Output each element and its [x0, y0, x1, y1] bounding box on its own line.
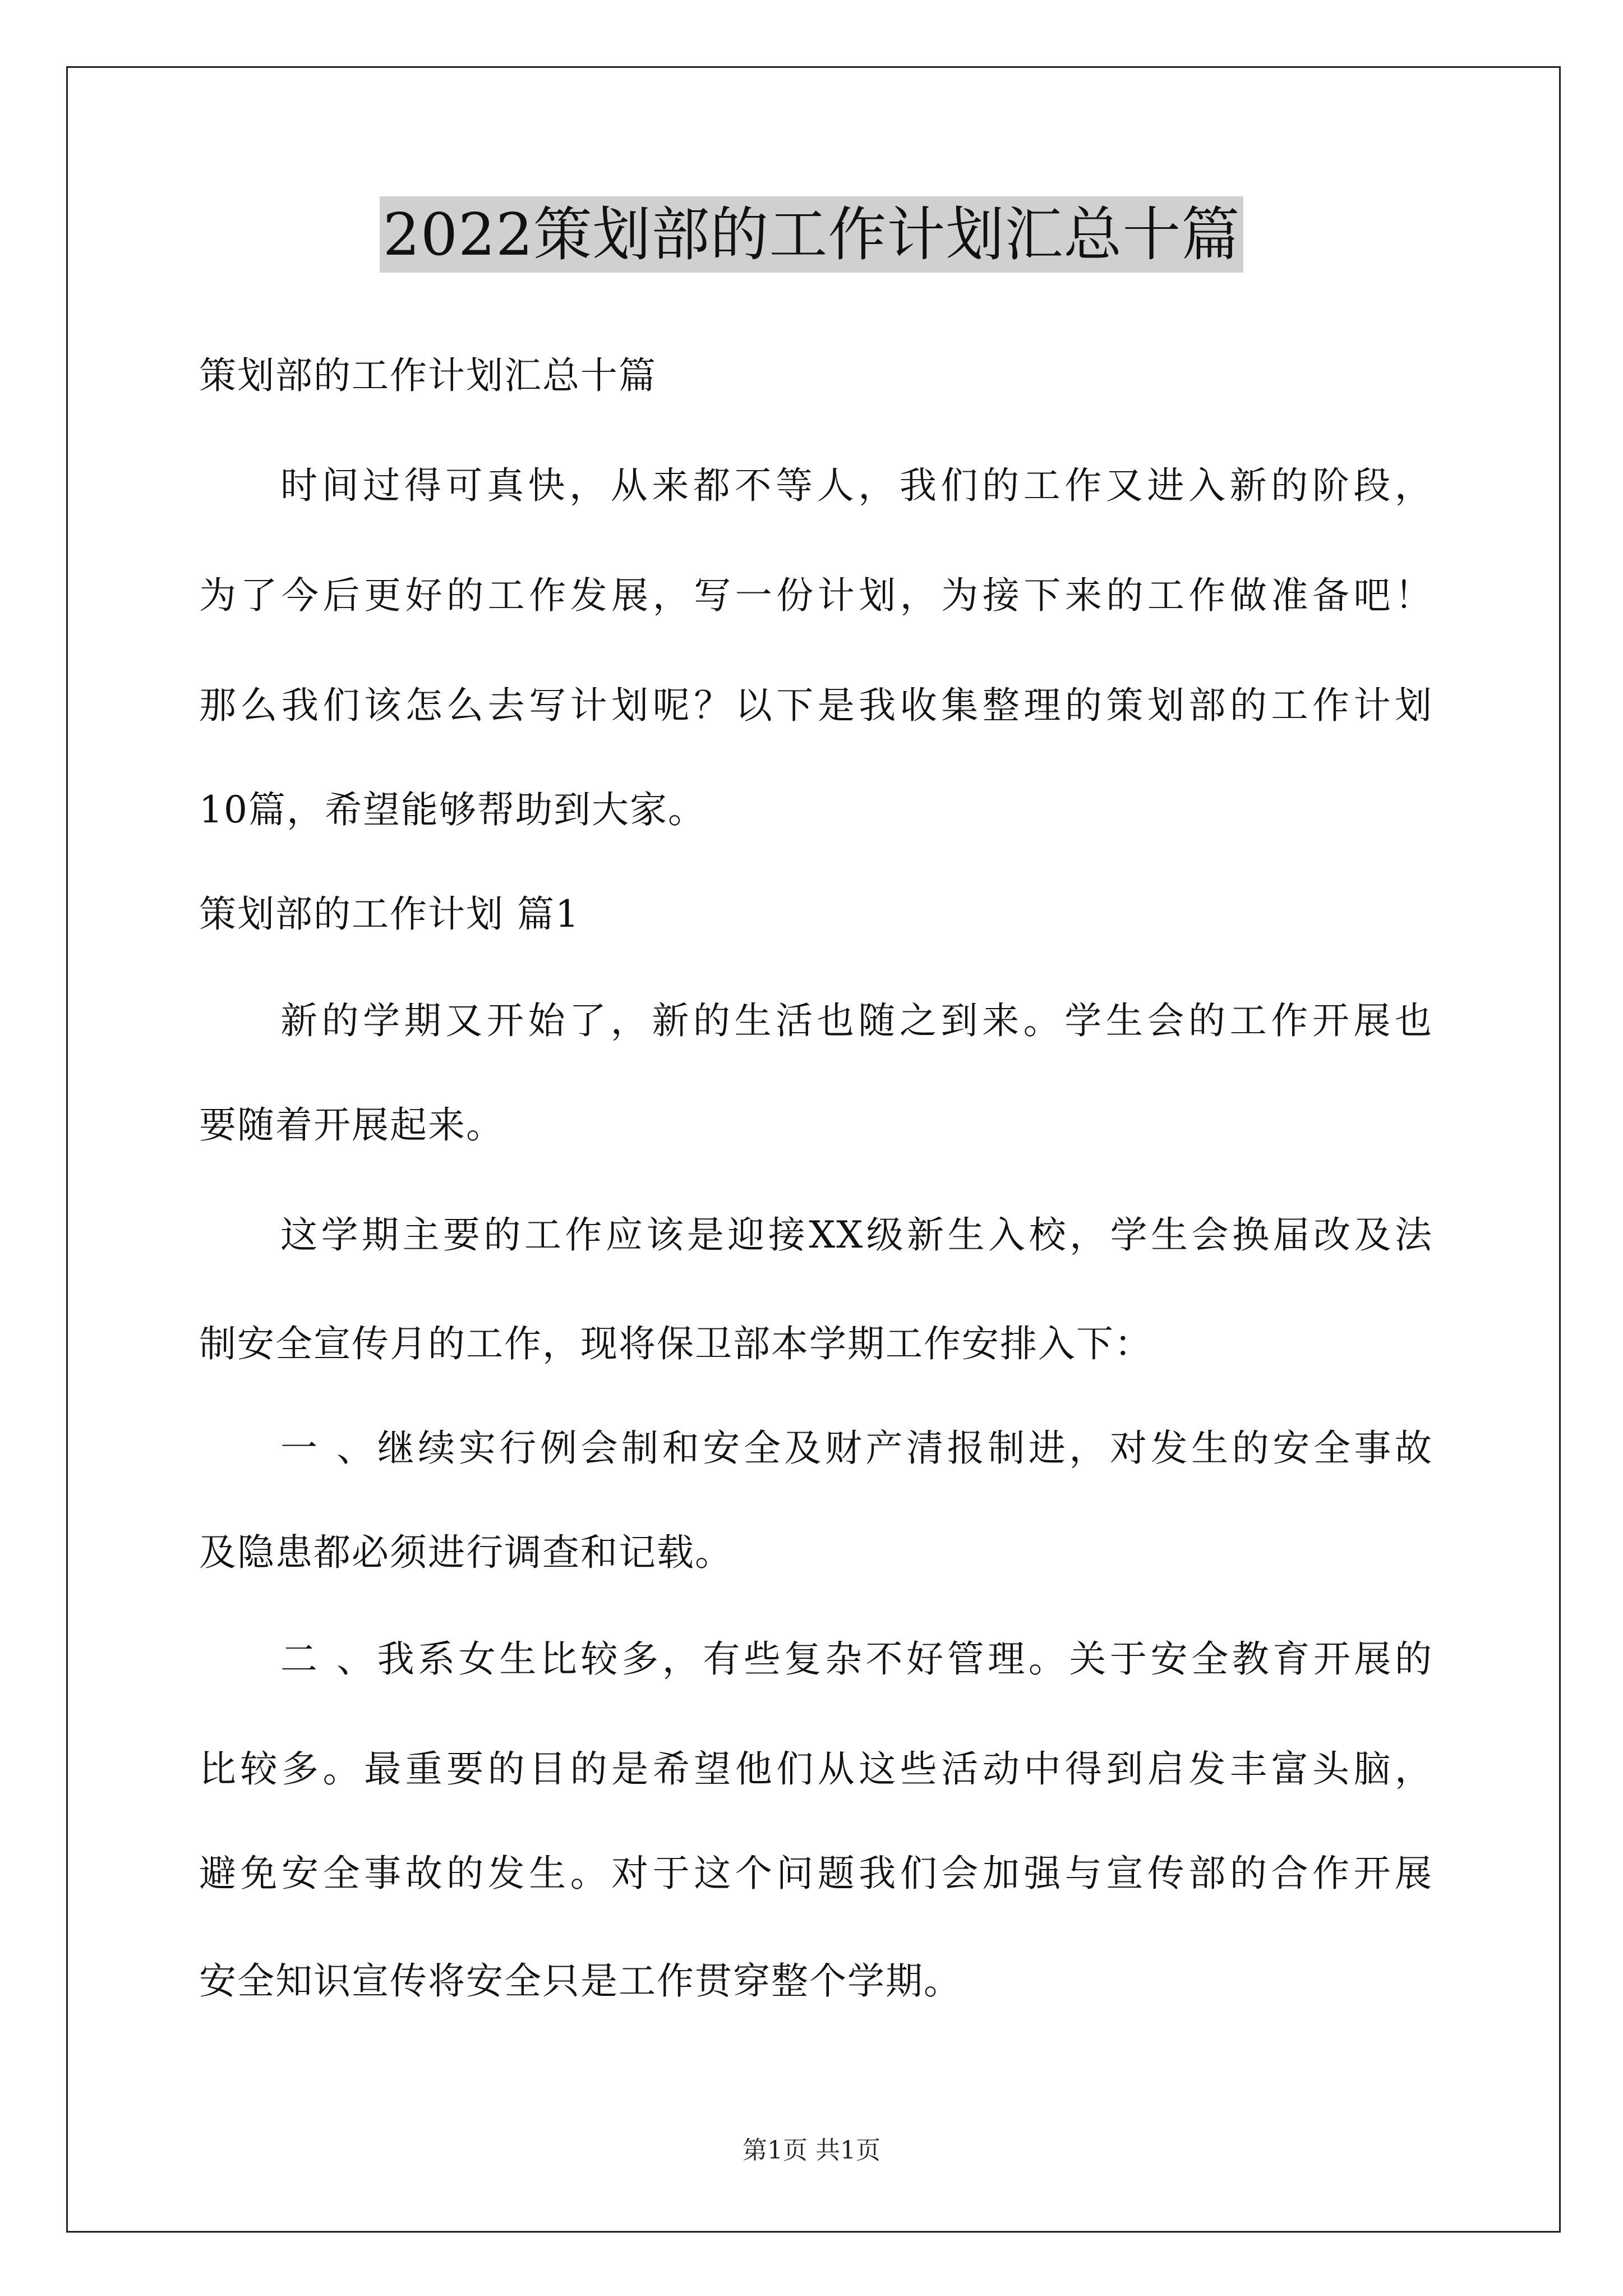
paragraph-line: 制安全宣传月的工作，现将保卫部本学期工作安排入下： [199, 1322, 1152, 1365]
paragraph-line: 那么我们该怎么去写计划呢？以下是我收集整理的策划部的工作计划 [199, 684, 1433, 727]
document-title-text: 2022策划部的工作计划汇总十篇 [380, 196, 1244, 273]
paragraph-line: 新的学期又开始了，新的生活也随之到来。学生会的工作开展也 [280, 999, 1433, 1042]
subtitle-line: 策划部的工作计划汇总十篇 [199, 354, 657, 397]
paragraph-line: 这学期主要的工作应该是迎接XX级新生入校，学生会换届改及法 [280, 1213, 1433, 1257]
section-heading: 策划部的工作计划 篇1 [199, 892, 580, 936]
paragraph-line: 避免安全事故的发生。对于这个问题我们会加强与宣传部的合作开展 [199, 1852, 1433, 1895]
paragraph-line: 为了今后更好的工作发展，写一份计划，为接下来的工作做准备吧！ [199, 574, 1433, 617]
paragraph-line: 比较多。最重要的目的是希望他们从这些活动中得到启发丰富头脑， [199, 1747, 1433, 1791]
paragraph-line: 安全知识宣传将安全只是工作贯穿整个学期。 [199, 1959, 962, 2003]
paragraph-line: 及隐患都必须进行调查和记载。 [199, 1531, 733, 1574]
paragraph-line: 二 、我系女生比较多，有些复杂不好管理。关于安全教育开展的 [280, 1637, 1433, 1681]
document-title [0, 196, 1623, 273]
paragraph-line: 10篇，希望能够帮助到大家。 [199, 788, 706, 831]
page-footer: 第1页 共1页 [743, 2136, 880, 2165]
paragraph-line: 时间过得可真快，从来都不等人，我们的工作又进入新的阶段， [280, 464, 1433, 507]
paragraph-line: 一 、继续实行例会制和安全及财产清报制进，对发生的安全事故 [280, 1427, 1433, 1470]
paragraph-line: 要随着开展起来。 [199, 1103, 504, 1147]
